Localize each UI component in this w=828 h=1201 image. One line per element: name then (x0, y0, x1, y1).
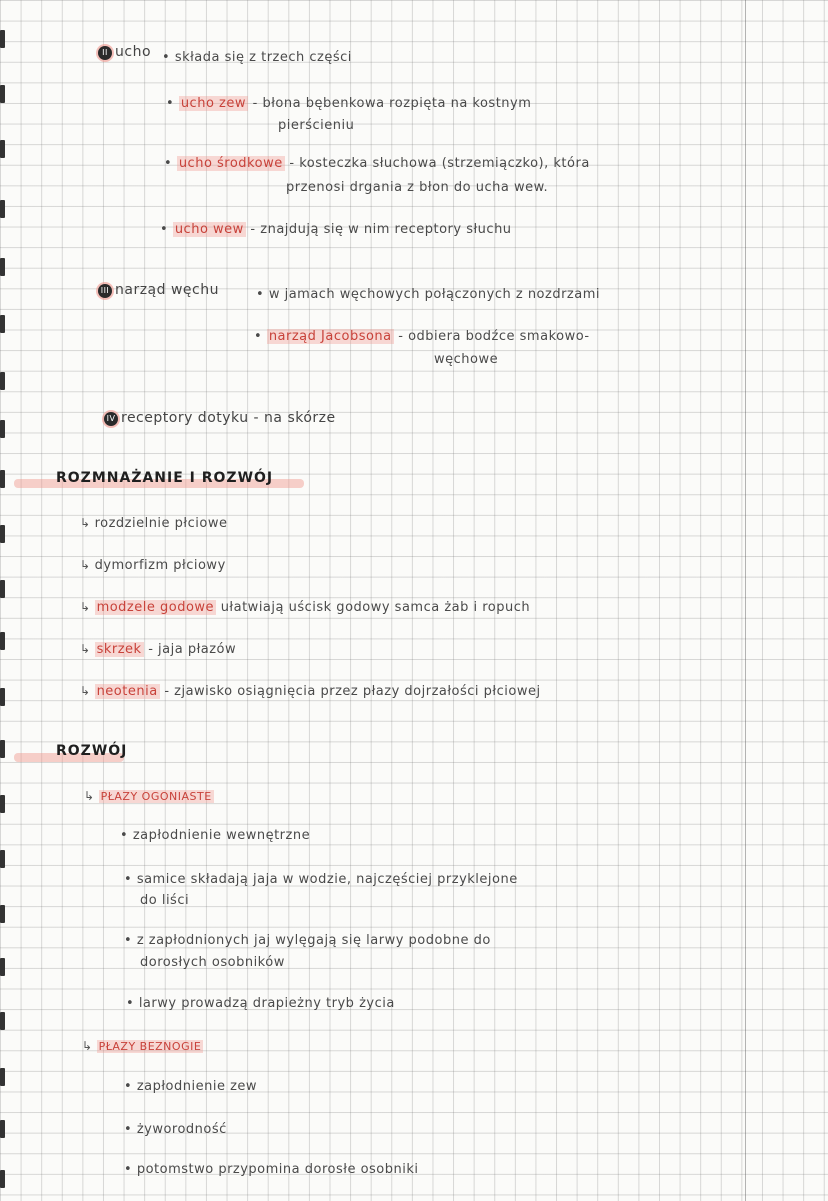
rozwoj-heading: ROZWÓJ (56, 743, 128, 759)
ucho-parts-intro: • składa się z trzech części (162, 50, 352, 65)
ogoniaste-item-cont: do liści (140, 893, 190, 908)
ucho-inner-line: • ucho wew - znajdują się w nim receptory słuchu (160, 222, 512, 237)
section-number-badge: III (98, 284, 112, 298)
beznogie-item: • zapłodnienie zew (124, 1079, 258, 1094)
ucho-middle-line: • ucho środkowe - kosteczka słuchowa (strzemiączko), która (164, 156, 590, 171)
wech-title: III narząd węchu (98, 282, 219, 298)
ucho-middle-line-2: przenosi drgania z błon do ucha wew. (286, 180, 549, 195)
beznogie-label: ↳ PŁAZY BEZNOGIE (82, 1039, 202, 1053)
notebook-binding (0, 0, 8, 1201)
section-number-badge: II (98, 46, 112, 60)
wech-item-1: • w jamach węchowych połączonych z nozdrzami (256, 287, 600, 302)
ogoniaste-item-cont: dorosłych osobników (140, 955, 285, 970)
ucho-outer-line-2: pierścieniu (278, 118, 355, 133)
beznogie-item: • żyworodność (124, 1122, 227, 1137)
ogoniaste-label: ↳ PŁAZY OGONIASTE (84, 789, 212, 803)
arrow-icon: ↳ (80, 684, 91, 698)
rozmnazanie-item: ↳ dymorfizm płciowy (80, 558, 226, 573)
arrow-icon: ↳ (84, 789, 95, 803)
rozmnazanie-item: ↳ modzele godowe ułatwiają uścisk godowy samca żab i ropuch (80, 600, 531, 615)
ogoniaste-item: • larwy prowadzą drapieżny tryb życia (126, 996, 395, 1011)
ogoniaste-item: • samice składają jaja w wodzie, najczęściej przyklejone (124, 872, 518, 887)
ucho-title: II ucho (98, 44, 151, 60)
section-number-badge: IV (104, 412, 118, 426)
page-margin-line (745, 0, 746, 1201)
wech-item-2-line-2: węchowe (434, 352, 499, 367)
arrow-icon: ↳ (82, 1039, 93, 1053)
rozmnazanie-item: ↳ neotenia - zjawisko osiągnięcia przez płazy dojrzałości płciowej (80, 684, 541, 699)
arrow-icon: ↳ (80, 642, 91, 656)
arrow-icon: ↳ (80, 600, 91, 614)
ogoniaste-item: • z zapłodnionych jaj wylęgają się larwy podobne do (124, 933, 491, 948)
wech-item-2: • narząd Jacobsona - odbiera bodźce smakowo- (254, 329, 590, 344)
dotyk-line: IV receptory dotyku - na skórze (104, 410, 336, 426)
beznogie-item: • potomstwo przypomina dorosłe osobniki (124, 1162, 419, 1177)
arrow-icon: ↳ (80, 516, 91, 530)
ucho-outer-line: • ucho zew - błona bębenkowa rozpięta na kostnym (166, 96, 532, 111)
rozmnazanie-heading: ROZMNAŻANIE I ROZWÓJ (56, 470, 274, 486)
arrow-icon: ↳ (80, 558, 91, 572)
ogoniaste-item: • zapłodnienie wewnętrzne (120, 828, 311, 843)
rozmnazanie-item: ↳ rozdzielnie płciowe (80, 516, 228, 531)
rozmnazanie-item: ↳ skrzek - jaja płazów (80, 642, 237, 657)
